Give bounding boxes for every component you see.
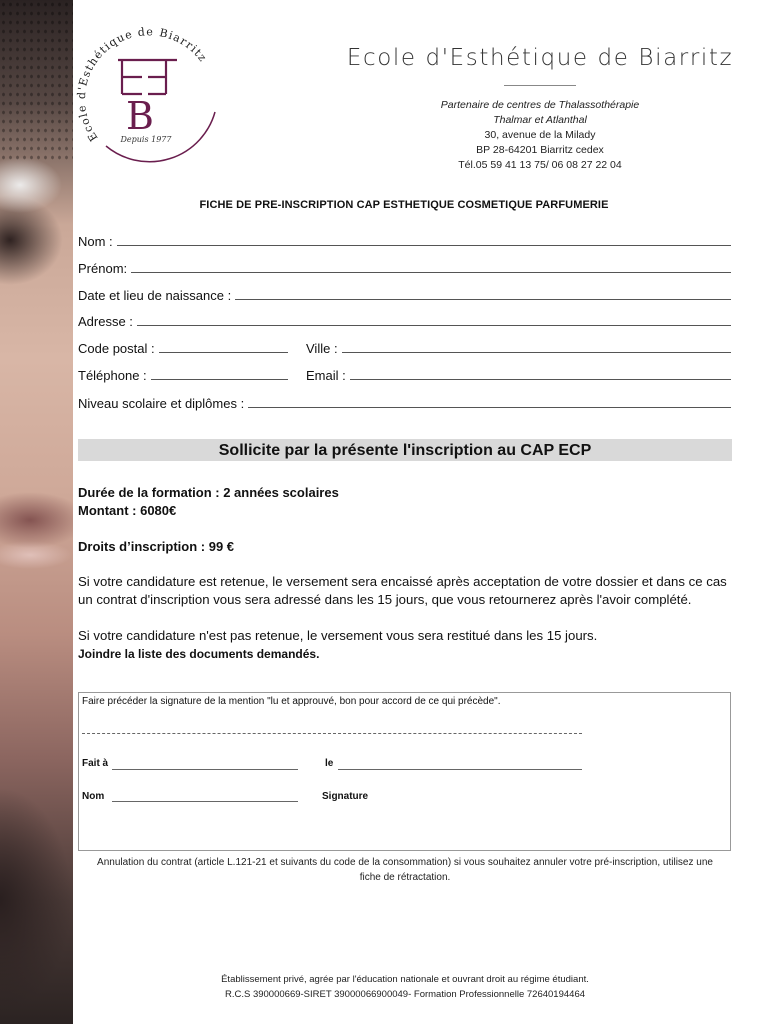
footer bbox=[90, 972, 720, 1002]
field-telephone-line[interactable] bbox=[151, 367, 288, 380]
field-naissance-line[interactable] bbox=[235, 287, 731, 300]
field-email-line[interactable] bbox=[350, 367, 731, 380]
nom-label: Nom bbox=[82, 791, 105, 802]
condition-accepted: Si votre candidature est retenue, le versement sera encaissé après acceptation de votre dossier et dans ce cas un contrat d'inscription vous sera adressé dans les 15 jours, que vous retournerez après l'avoir complété. bbox=[78, 574, 727, 607]
field-naissance-label: Date et lieu de naissance : bbox=[78, 288, 232, 303]
field-ville[interactable] bbox=[306, 340, 731, 356]
school-address: 30, avenue de la Milady bbox=[484, 129, 596, 141]
glitter-texture bbox=[0, 0, 73, 160]
field-prenom-line[interactable] bbox=[131, 260, 731, 273]
condition-rejected: Si votre candidature n'est pas retenue, le versement vous sera restitué dans les 15 jours. bbox=[78, 628, 598, 643]
field-telephone[interactable] bbox=[78, 367, 288, 383]
duration-text: Durée de la formation : 2 années scolaires bbox=[78, 485, 339, 500]
signature-mention: Faire précéder la signature de la mention "lu et approuvé, bon pour accord de ce qui précède". bbox=[82, 696, 501, 707]
nom-line[interactable] bbox=[112, 801, 298, 802]
footer-line-1: Établissement privé, agrée par l'éducation nationale et ouvrant droit au régime étudiant. bbox=[221, 974, 589, 985]
logo-since: Depuis 1977 bbox=[120, 135, 172, 144]
school-name: Ecole d'Esthétique de Biarritz bbox=[346, 45, 734, 71]
field-nom-line[interactable] bbox=[117, 233, 731, 246]
fees-text: Droits d’inscription : 99 € bbox=[78, 539, 235, 554]
field-nom-label: Nom : bbox=[78, 234, 113, 249]
fait-a-label: Fait à bbox=[82, 758, 109, 769]
field-adresse[interactable] bbox=[78, 313, 731, 329]
field-code-postal[interactable] bbox=[78, 340, 288, 356]
field-ville-line[interactable] bbox=[342, 340, 731, 353]
field-nom[interactable] bbox=[78, 233, 731, 249]
school-logo bbox=[76, 20, 222, 166]
logo-ring-text: Ecole d'Esthétique de Biarritz bbox=[76, 25, 210, 144]
field-adresse-line[interactable] bbox=[137, 313, 731, 326]
school-header bbox=[340, 45, 740, 173]
documents-notice: Joindre la liste des documents demandés. bbox=[78, 647, 320, 661]
field-telephone-label: Téléphone : bbox=[78, 368, 147, 383]
form-title: FICHE DE PRE-INSCRIPTION CAP ESTHETIQUE COSMETIQUE PARFUMERIE bbox=[199, 199, 609, 211]
fait-a-line[interactable] bbox=[112, 769, 298, 770]
cancellation-notice: Annulation du contrat (article L.121-21 et suivants du code de la consommation) si vous souhaitez annuler votre pré-inscription, utilisez une fiche de rétractation. bbox=[97, 857, 713, 883]
mention-line[interactable] bbox=[82, 733, 582, 734]
field-niveau-label: Niveau scolaire et diplômes : bbox=[78, 396, 245, 411]
date-label: le bbox=[325, 758, 334, 769]
field-email[interactable] bbox=[306, 367, 731, 383]
decorative-face-photo bbox=[0, 0, 73, 1024]
field-naissance[interactable] bbox=[78, 287, 731, 303]
field-prenom[interactable] bbox=[78, 260, 731, 276]
field-adresse-label: Adresse : bbox=[78, 314, 133, 329]
field-code-postal-line[interactable] bbox=[159, 340, 288, 353]
field-prenom-label: Prénom: bbox=[78, 261, 128, 276]
signature-label: Signature bbox=[322, 791, 369, 802]
field-code-postal-label: Code postal : bbox=[78, 341, 155, 356]
field-niveau-line[interactable] bbox=[248, 395, 731, 408]
field-ville-label: Ville : bbox=[306, 341, 338, 356]
partners: Thalmar et Atlanthal bbox=[493, 114, 587, 126]
logo-monogram-b: B bbox=[126, 94, 154, 138]
school-phone: Tél.05 59 41 13 75/ 06 08 27 22 04 bbox=[458, 159, 622, 171]
partner-line: Partenaire de centres de Thalassothérapie bbox=[440, 99, 640, 111]
school-postal: BP 28-64201 Biarritz cedex bbox=[476, 144, 604, 156]
footer-line-2: R.C.S 390000669-SIRET 39000066900049- Formation Professionnelle 72640194464 bbox=[224, 989, 586, 1000]
field-email-label: Email : bbox=[306, 368, 346, 383]
request-banner: Sollicite par la présente l'inscription au CAP ECP bbox=[78, 439, 732, 461]
field-niveau[interactable] bbox=[78, 395, 731, 411]
header-divider bbox=[504, 85, 576, 86]
date-line[interactable] bbox=[338, 769, 582, 770]
signature-box bbox=[78, 692, 731, 851]
amount-text: Montant : 6080€ bbox=[78, 503, 177, 518]
